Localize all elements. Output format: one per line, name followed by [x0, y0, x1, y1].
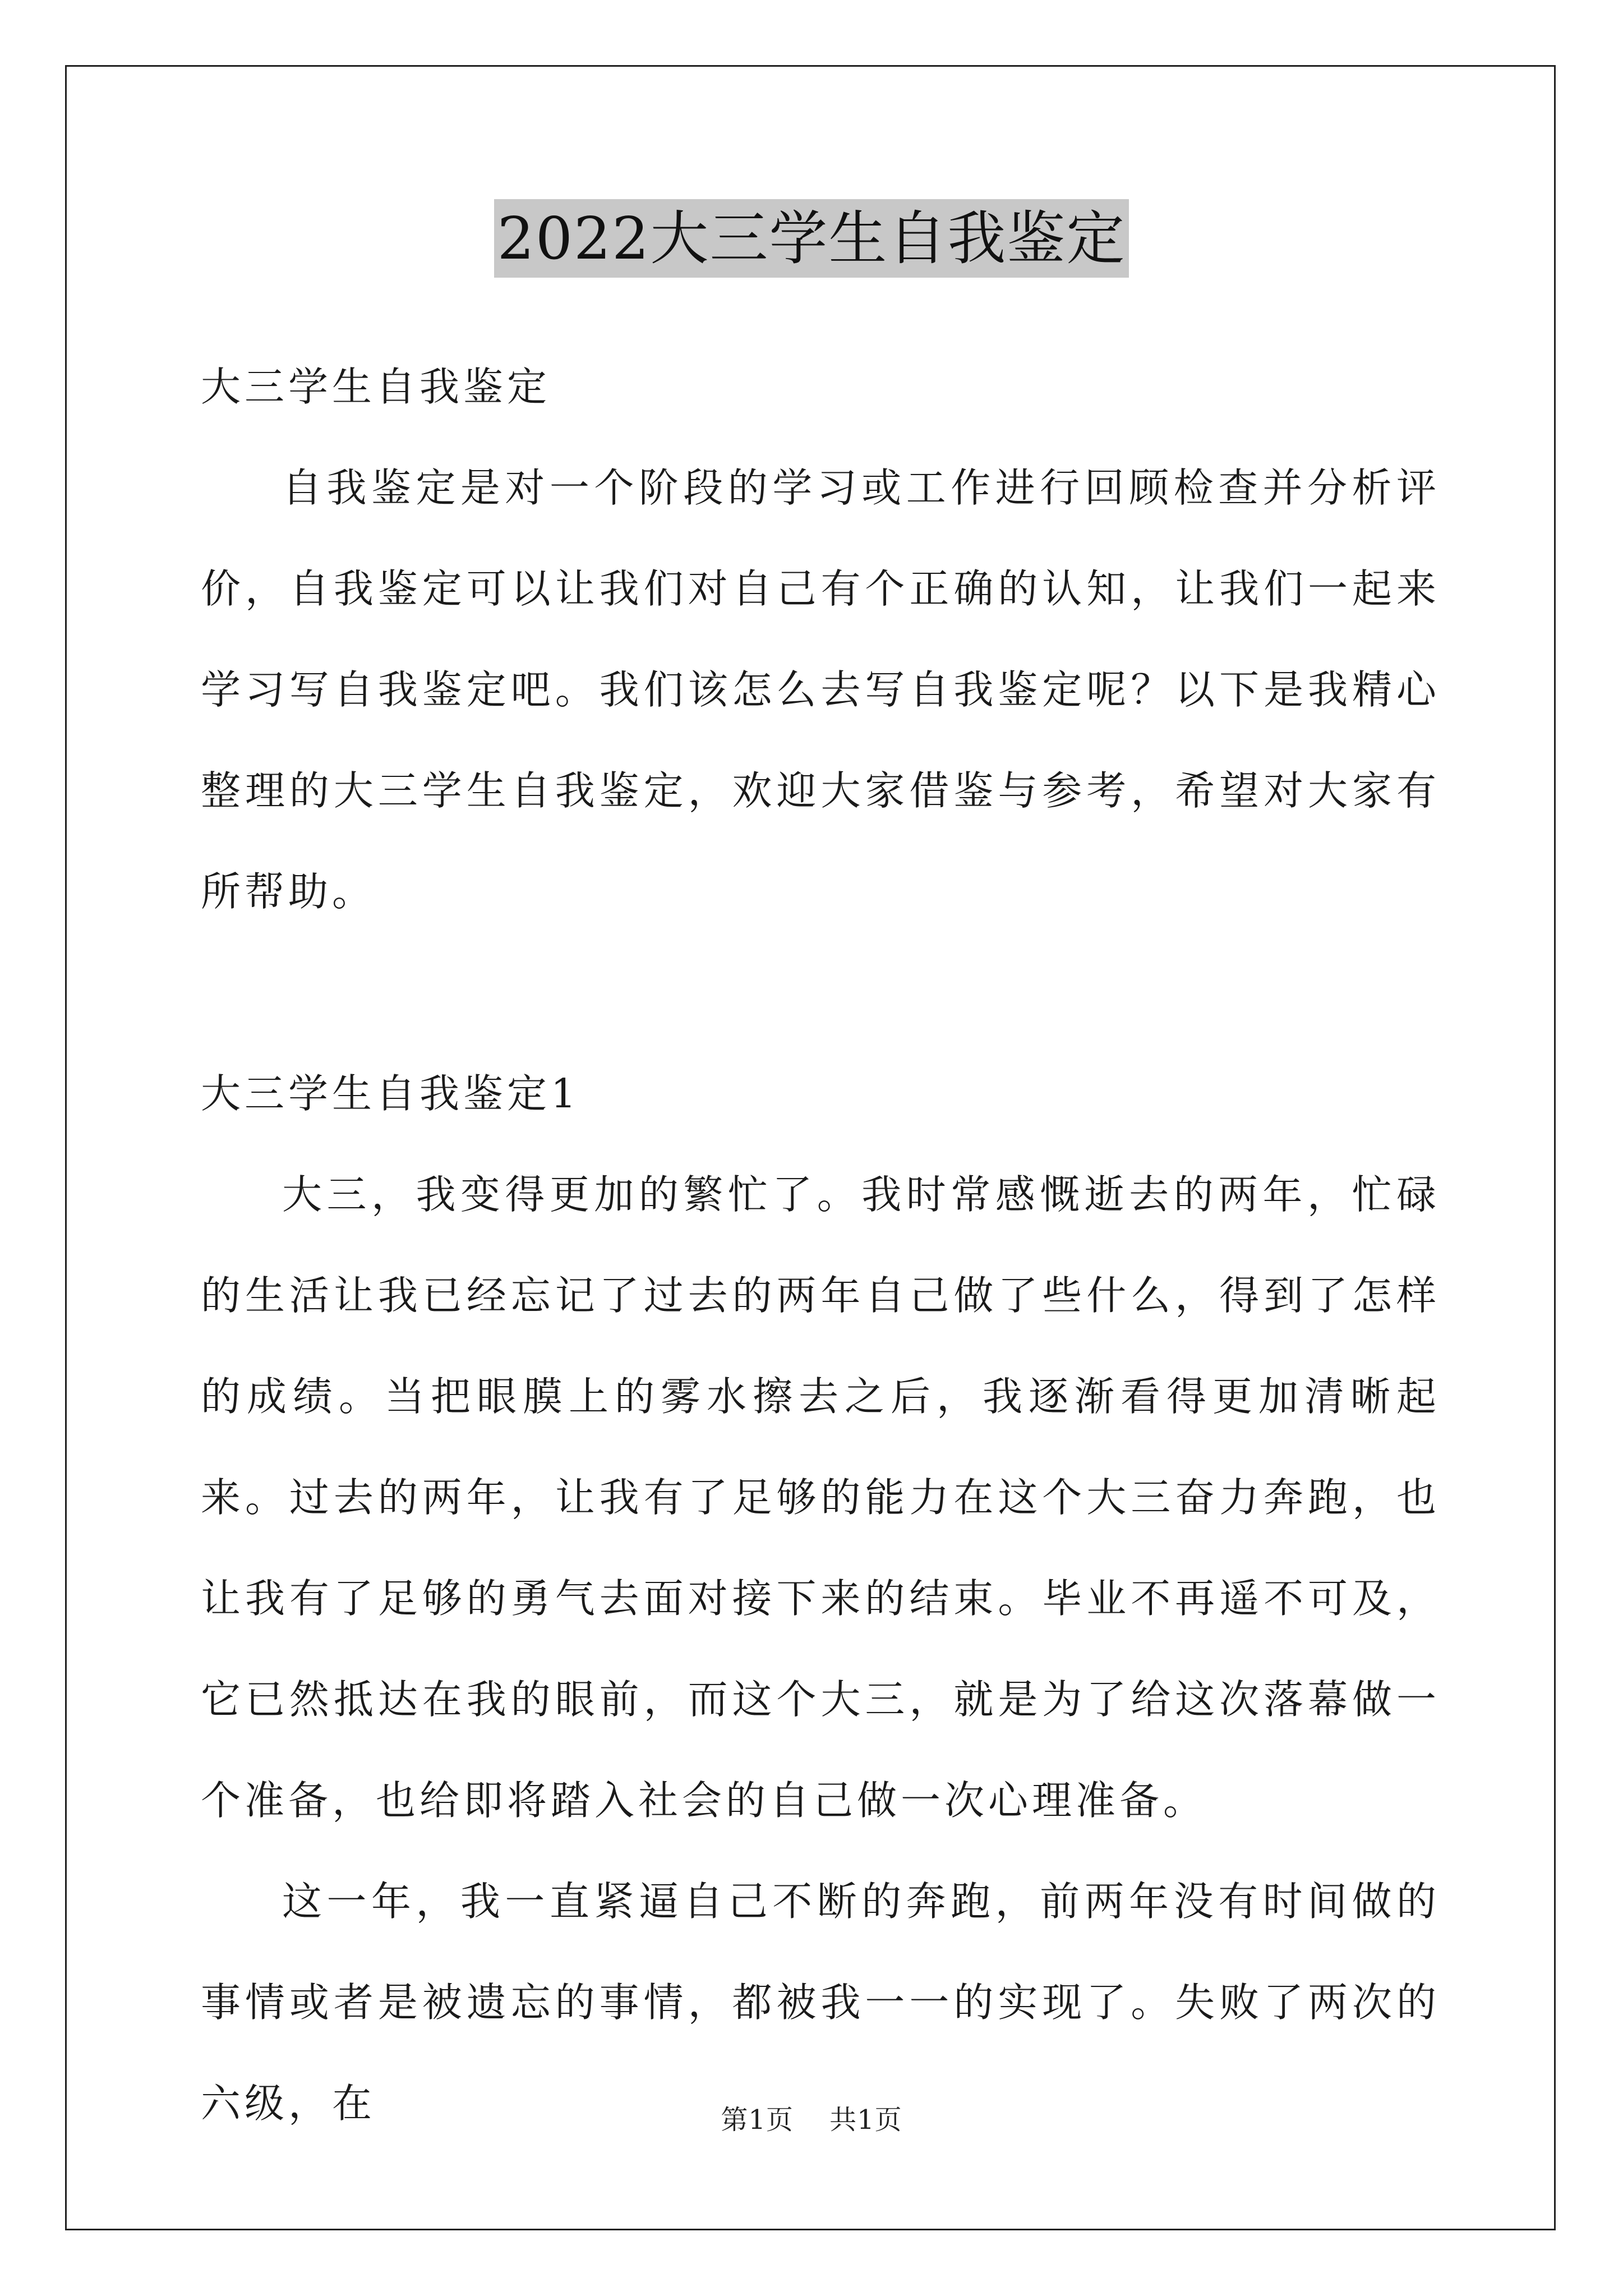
intro-paragraph: 自我鉴定是对一个阶段的学习或工作进行回顾检查并分析评价，自我鉴定可以让我们对自己有个正确的认知，让我们一起来学习写自我鉴定吧。我们该怎么去写自我鉴定呢？以下是我精心整理的大三学生自我鉴定，欢迎大家借鉴与参考，希望对大家有所帮助。 [201, 464, 1440, 915]
section-1-paragraph: 这一年，我一直紧逼自己不断的奔跑，前两年没有时间做的事情或者是被遗忘的事情，都被我一一的实现了。失败了两次的六级，在 [201, 1878, 1440, 2127]
document-body [201, 337, 1440, 2154]
section-1-paragraph: 大三，我变得更加的繁忙了。我时常感慨逝去的两年，忙碌的生活让我已经忘记了过去的两年自己做了些什么，得到了怎样的成绩。当把眼膜上的雾水擦去之后，我逐渐看得更加清晰起来。过去的两年，让我有了足够的能力在这个大三奋力奔跑，也让我有了足够的勇气去面对接下来的结束。毕业不再遥不可及，它已然抵达在我的眼前，而这个大三，就是为了给这次落幕做一个准备，也给即将踏入社会的自己做一次心理准备。 [201, 1171, 1440, 1824]
section-1-heading: 大三学生自我鉴定1 [201, 1070, 580, 1117]
page-number: 第1页 [721, 2104, 794, 2136]
page-footer [0, 2098, 1623, 2137]
document-title: 2022大三学生自我鉴定 [494, 199, 1129, 278]
intro-heading: 大三学生自我鉴定 [201, 364, 551, 410]
section-spacer [201, 942, 1440, 1043]
page-total: 共1页 [829, 2104, 902, 2136]
title-container [0, 199, 1623, 278]
